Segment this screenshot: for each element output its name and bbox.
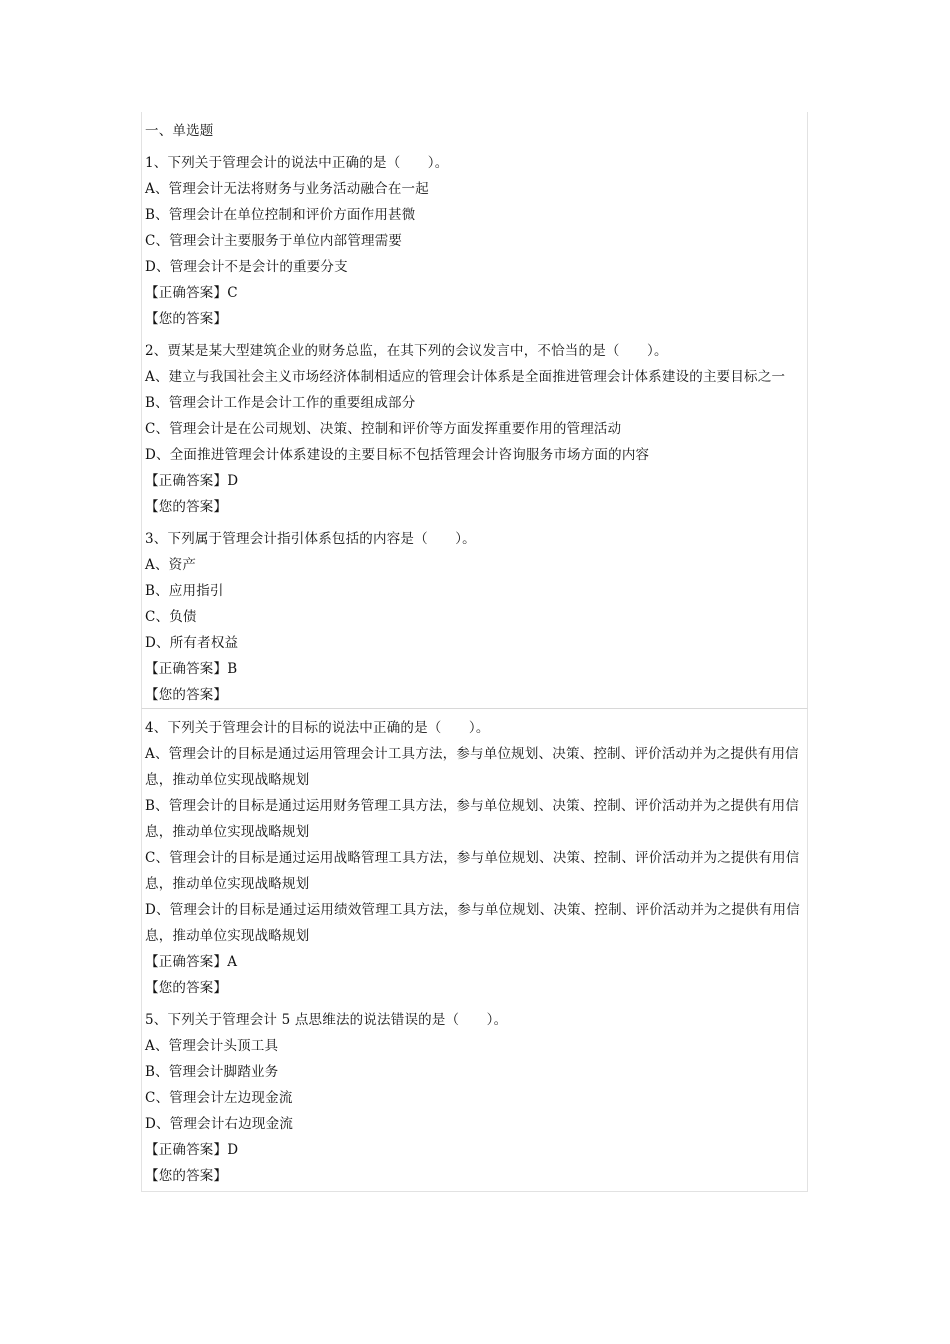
question-stem: 1、下列关于管理会计的说法中正确的是（ ）。	[145, 155, 449, 171]
correct-answer: 【正确答案】A	[145, 954, 238, 970]
question-block-1	[141, 112, 808, 708]
option-b: B、应用指引	[145, 583, 224, 599]
question-stem: 4、下列关于管理会计的目标的说法中正确的是（ ）。	[145, 720, 490, 736]
correct-answer: 【正确答案】C	[145, 285, 238, 301]
option-b: B、管理会计脚踏业务	[145, 1064, 279, 1080]
option-a: A、管理会计无法将财务与业务活动融合在一起	[145, 181, 429, 197]
option-c: C、管理会计的目标是通过运用战略管理工具方法，参与单位规划、决策、控制、评价活动并为之提供有用信息，推动单位实现战略规划	[145, 850, 800, 892]
your-answer: 【您的答案】	[145, 311, 228, 327]
option-d: D、全面推进管理会计体系建设的主要目标不包括管理会计咨询服务市场方面的内容	[145, 447, 650, 463]
question-4	[145, 715, 807, 1001]
question-stem: 5、下列关于管理会计 5 点思维法的说法错误的是（ ）。	[145, 1012, 508, 1028]
question-1	[145, 150, 807, 332]
option-d: D、管理会计不是会计的重要分支	[145, 259, 348, 275]
document-page	[141, 112, 808, 1192]
option-a: A、管理会计的目标是通过运用管理会计工具方法，参与单位规划、决策、控制、评价活动并为之提供有用信息，推动单位实现战略规划	[145, 746, 799, 788]
correct-answer: 【正确答案】B	[145, 661, 238, 677]
correct-answer: 【正确答案】D	[145, 1142, 239, 1158]
option-b: B、管理会计在单位控制和评价方面作用甚微	[145, 207, 416, 223]
question-stem: 3、下列属于管理会计指引体系包括的内容是（ ）。	[145, 531, 476, 547]
question-block-2	[141, 708, 808, 1192]
question-stem: 2、贾某是某大型建筑企业的财务总监，在其下列的会议发言中，不恰当的是（ ）。	[145, 343, 668, 359]
your-answer: 【您的答案】	[145, 687, 228, 703]
option-a: A、管理会计头顶工具	[145, 1038, 279, 1054]
your-answer: 【您的答案】	[145, 499, 228, 515]
correct-answer: 【正确答案】D	[145, 473, 239, 489]
your-answer: 【您的答案】	[145, 980, 228, 996]
option-c: C、管理会计是在公司规划、决策、控制和评价等方面发挥重要作用的管理活动	[145, 421, 622, 437]
option-c: C、管理会计左边现金流	[145, 1090, 293, 1106]
option-d: D、所有者权益	[145, 635, 239, 651]
question-3	[145, 526, 807, 708]
your-answer: 【您的答案】	[145, 1168, 228, 1184]
option-d: D、管理会计的目标是通过运用绩效管理工具方法，参与单位规划、决策、控制、评价活动并为之提供有用信息，推动单位实现战略规划	[145, 902, 800, 944]
option-c: C、管理会计主要服务于单位内部管理需要	[145, 233, 403, 249]
option-b: B、管理会计工作是会计工作的重要组成部分	[145, 395, 416, 411]
option-a: A、建立与我国社会主义市场经济体制相适应的管理会计体系是全面推进管理会计体系建设的主要目标之一	[145, 369, 786, 385]
option-a: A、资产	[145, 557, 197, 573]
question-2	[145, 338, 807, 520]
option-d: D、管理会计右边现金流	[145, 1116, 294, 1132]
section-title: 一、单选题	[145, 123, 214, 139]
option-c: C、负债	[145, 609, 197, 625]
option-b: B、管理会计的目标是通过运用财务管理工具方法，参与单位规划、决策、控制、评价活动并为之提供有用信息，推动单位实现战略规划	[145, 798, 800, 840]
question-5	[145, 1007, 807, 1189]
